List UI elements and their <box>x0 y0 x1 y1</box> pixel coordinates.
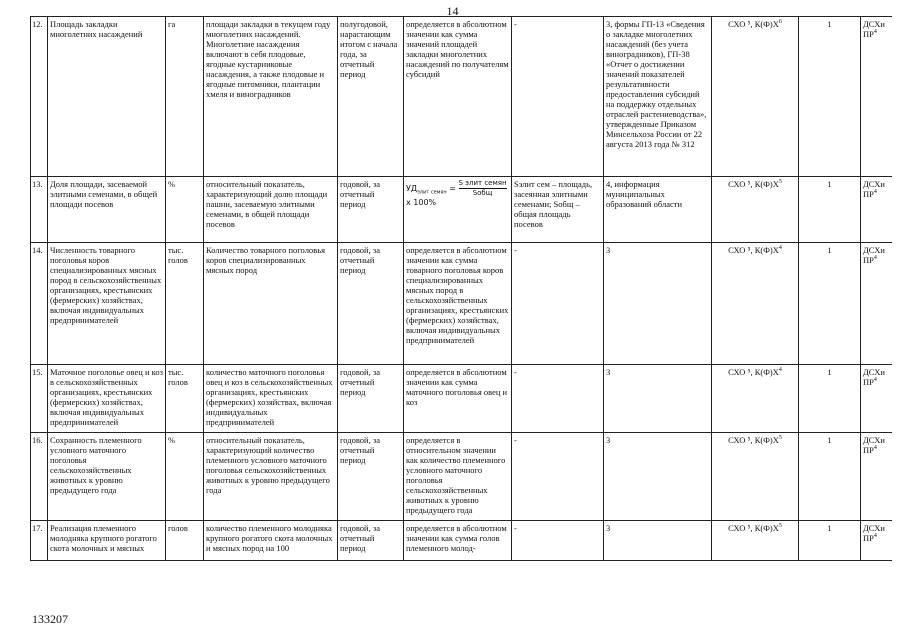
responsible <box>861 243 893 365</box>
table-row <box>31 365 893 433</box>
collection-objects-sup: 6 <box>778 19 782 26</box>
collection-objects <box>712 365 799 433</box>
table-row <box>31 521 893 561</box>
responsible <box>861 365 893 433</box>
collection-objects <box>712 521 799 561</box>
definition: Количество товарного поголовья коров специализированных мясных пород <box>204 243 338 365</box>
coverage-level: 1 <box>799 17 861 177</box>
indicator-name: Площадь закладки многолетних насаждений <box>48 17 166 177</box>
responsible <box>861 433 893 521</box>
responsible-sup: 4 <box>873 377 877 384</box>
calc-method: определяется в абсолютном значении как сумма голов племенного молод- <box>404 521 512 561</box>
table-row <box>31 177 893 243</box>
row-number: 14. <box>31 243 48 365</box>
collection-objects <box>712 177 799 243</box>
unit: % <box>166 433 204 521</box>
collection-objects <box>712 243 799 365</box>
definition: количество маточного поголовья овец и коз в сельскохозяйственных организациях, крестьянских (фермерских) хозяйствах, включая индивидуальных предпринимателей <box>204 365 338 433</box>
responsible-label: ДСХиПР <box>863 245 885 265</box>
unit: тыс. голов <box>166 243 204 365</box>
data-source: 3, формы ГП-13 «Сведения о закладке многолетних насаждений (без учета виноградников), ГП-38 «Отчет о достижении значений показателей результативности предоставления субсидий на поддержку отдельных отраслей растениеводства», утвержденные Приказом Минсельхоза России от 22 августа 2013 года № 312 <box>604 17 712 177</box>
formula: $УД_{элит семян}$ = $\frac{\text{S элит семян}}{\text{Sобщ}}$ x 100% <box>406 179 507 207</box>
collection-objects <box>712 17 799 177</box>
row-number: 12. <box>31 17 48 177</box>
unit: голов <box>166 521 204 561</box>
collection-objects-sup: 4 <box>778 367 782 374</box>
collection-objects-sup: 5 <box>778 523 782 530</box>
table-row <box>31 243 893 365</box>
responsible <box>861 17 893 177</box>
collection-objects-label: СХО ⁵, К(Ф)Х <box>728 19 779 29</box>
responsible-label: ДСХиПР <box>863 367 885 387</box>
table-row <box>31 17 893 177</box>
data-source: 3 <box>604 243 712 365</box>
responsible-sup: 4 <box>873 445 877 452</box>
data-source: 4, информация муниципальных образований области <box>604 177 712 243</box>
collection-objects-label: СХО ⁵, К(Ф)Х <box>728 245 779 255</box>
indicator-name: Реализация племенного молодняка крупного рогатого скота молочных и мясных <box>48 521 166 561</box>
collection-objects-sup: 5 <box>778 435 782 442</box>
responsible-sup: 4 <box>873 189 877 196</box>
collection-objects <box>712 433 799 521</box>
basic-indicators: - <box>512 365 604 433</box>
row-number: 16. <box>31 433 48 521</box>
collection-objects-sup: 4 <box>778 245 782 252</box>
formula-prefix-sub: элит семян <box>417 189 447 196</box>
row-number: 17. <box>31 521 48 561</box>
data-source: 3 <box>604 433 712 521</box>
formula-fraction <box>459 179 507 198</box>
formula-prefix: УД <box>406 184 418 193</box>
period: годовой, за отчетный период <box>338 433 404 521</box>
definition: площади закладки в текущем году многолетних насаждений. Многолетние насаждения включают в себя плодовые, ягодные кустарниковые насаждения, а также плодовые и ягодные питомники, плантации хмеля и виноградников <box>204 17 338 177</box>
coverage-level: 1 <box>799 365 861 433</box>
basic-indicators: - <box>512 243 604 365</box>
definition: относительный показатель, характеризующий количество племенного условного маточного поголовья сельскохозяйственных животных к уровню предыдущего года <box>204 433 338 521</box>
row-number: 13. <box>31 177 48 243</box>
period: годовой, за отчетный период <box>338 177 404 243</box>
coverage-level: 1 <box>799 433 861 521</box>
basic-indicators: - <box>512 17 604 177</box>
collection-objects-sup: 5 <box>778 179 782 186</box>
page-number: 14 <box>446 4 459 18</box>
calc-method: определяется в абсолютном значении как сумма маточного поголовья овец и коз <box>404 365 512 433</box>
coverage-level: 1 <box>799 177 861 243</box>
responsible-sup: 4 <box>873 29 877 36</box>
definition: относительный показатель, характеризующий долю площади пашни, засеваемую элитными семенами, в общей площади посевов <box>204 177 338 243</box>
definition: количество племенного молодняка крупного рогатого скота молочных и мясных пород на 100 <box>204 521 338 561</box>
calc-method-formula <box>404 177 512 243</box>
period: годовой, за отчетный период <box>338 243 404 365</box>
calc-method: определяется в абсолютном значении как сумма значений площадей закладки многолетних насаждений по получателям субсидий <box>404 17 512 177</box>
responsible-label: ДСХиПР <box>863 435 885 455</box>
indicator-name: Численность товарного поголовья коров специализированных мясных пород в сельскохозяйственных организациях, крестьянских (фермерских) хозяйствах, включая индивидуальных предпринимателей <box>48 243 166 365</box>
indicator-name: Доля площади, засеваемой элитными семенами, в общей площади посевов <box>48 177 166 243</box>
calc-method: определяется в абсолютном значении как сумма товарного поголовья коров специализированных мясных пород в сельскохозяйственных организациях, крестьянских (фермерских) хозяйствах, включая индивидуальных предпринимателей <box>404 243 512 365</box>
table-row <box>31 433 893 521</box>
indicator-name: Маточное поголовье овец и коз в сельскохозяйственных организациях, крестьянских (фермерских) хозяйствах, включая индивидуальных предпринимателей <box>48 365 166 433</box>
formula-suffix: x 100% <box>406 198 437 207</box>
period: годовой, за отчетный период <box>338 365 404 433</box>
responsible-sup: 4 <box>873 255 877 262</box>
responsible-sup: 4 <box>873 533 877 540</box>
period: годовой, за отчетный период <box>338 521 404 561</box>
unit: тыс. голов <box>166 365 204 433</box>
basic-indicators: Sэлит сем – площадь, засеянная элитными семенами; Sобщ – общая площадь посевов <box>512 177 604 243</box>
document-code: 133207 <box>32 612 68 626</box>
responsible <box>861 177 893 243</box>
formula-numerator: S элит семян <box>458 179 507 187</box>
responsible-label: ДСХиПР <box>863 179 885 199</box>
indicators-table <box>30 16 892 561</box>
calc-method: определяется в относительном значении как количество племенного условного маточного поголовья сельскохозяйственных животных к уровню предыдущего года <box>404 433 512 521</box>
collection-objects-label: СХО ⁵, К(Ф)Х <box>728 435 779 445</box>
responsible <box>861 521 893 561</box>
unit: % <box>166 177 204 243</box>
data-source: 3 <box>604 365 712 433</box>
collection-objects-label: СХО ⁵, К(Ф)Х <box>728 523 779 533</box>
unit: га <box>166 17 204 177</box>
collection-objects-label: СХО ⁵, К(Ф)Х <box>728 367 779 377</box>
formula-denominator: Sобщ <box>472 189 493 197</box>
responsible-label: ДСХиПР <box>863 523 885 543</box>
indicator-name: Сохранность племенного условного маточного поголовья сельскохозяйственных животных к уровню предыдущего года <box>48 433 166 521</box>
basic-indicators: - <box>512 433 604 521</box>
table-body <box>31 17 893 561</box>
collection-objects-label: СХО ⁵, К(Ф)Х <box>728 179 779 189</box>
responsible-label: ДСХиПР <box>863 19 885 39</box>
data-source: 3 <box>604 521 712 561</box>
period: полугодовой, нарастающим итогом с начала года, за отчетный период <box>338 17 404 177</box>
coverage-level: 1 <box>799 521 861 561</box>
basic-indicators: - <box>512 521 604 561</box>
row-number: 15. <box>31 365 48 433</box>
coverage-level: 1 <box>799 243 861 365</box>
indicators-table-wrapper <box>30 16 892 584</box>
